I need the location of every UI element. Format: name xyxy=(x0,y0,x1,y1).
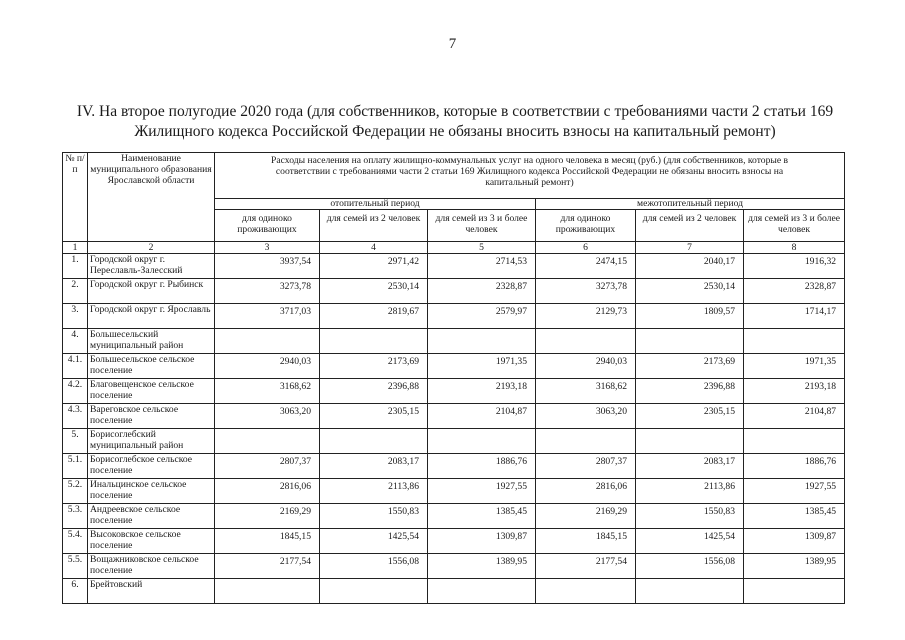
value-cell xyxy=(320,579,428,604)
municipality-name: Борисоглебский муниципальный район xyxy=(88,429,215,454)
row-number: 4.3. xyxy=(63,404,88,429)
municipality-name: Большесельский муниципальный район xyxy=(88,329,215,354)
value-cell: 2104,87 xyxy=(744,404,845,429)
value-cell: 2113,86 xyxy=(320,479,428,504)
value-cell: 3168,62 xyxy=(536,379,636,404)
value-cell: 1550,83 xyxy=(320,504,428,529)
value-cell: 1556,08 xyxy=(636,554,744,579)
value-cell: 2971,42 xyxy=(320,254,428,279)
value-cell: 1845,15 xyxy=(215,529,320,554)
value-cell: 2328,87 xyxy=(744,279,845,304)
value-cell: 2474,15 xyxy=(536,254,636,279)
row-number: 4.2. xyxy=(63,379,88,404)
value-cell xyxy=(536,579,636,604)
table-row xyxy=(63,254,845,279)
subheader-1: для одиноко проживающих xyxy=(215,210,320,242)
municipality-name: Вощажниковское сельское поселение xyxy=(88,554,215,579)
value-cell: 3063,20 xyxy=(536,404,636,429)
municipality-name: Высоковское сельское поселение xyxy=(88,529,215,554)
column-number-7: 7 xyxy=(636,242,744,254)
value-cell: 2305,15 xyxy=(320,404,428,429)
column-number-3: 3 xyxy=(215,242,320,254)
table-row xyxy=(63,429,845,454)
value-cell: 1845,15 xyxy=(536,529,636,554)
column-number-8: 8 xyxy=(744,242,845,254)
value-cell: 2807,37 xyxy=(215,454,320,479)
value-cell: 2177,54 xyxy=(215,554,320,579)
table-row xyxy=(63,504,845,529)
value-cell: 2173,69 xyxy=(320,354,428,379)
municipality-name: Городской округ г. Рыбинск xyxy=(88,279,215,304)
table-row xyxy=(63,554,845,579)
value-cell: 3937,54 xyxy=(215,254,320,279)
value-cell: 2173,69 xyxy=(636,354,744,379)
value-cell: 1556,08 xyxy=(320,554,428,579)
value-cell: 2193,18 xyxy=(428,379,536,404)
row-number: 5. xyxy=(63,429,88,454)
value-cell xyxy=(215,579,320,604)
value-cell xyxy=(636,329,744,354)
value-cell: 1714,17 xyxy=(744,304,845,329)
value-cell: 1389,95 xyxy=(428,554,536,579)
value-cell xyxy=(428,579,536,604)
value-cell: 1886,76 xyxy=(428,454,536,479)
value-cell: 1425,54 xyxy=(320,529,428,554)
column-number-4: 4 xyxy=(320,242,428,254)
value-cell: 2040,17 xyxy=(636,254,744,279)
value-cell xyxy=(636,579,744,604)
value-cell xyxy=(428,329,536,354)
column-number-6: 6 xyxy=(536,242,636,254)
row-number: 1. xyxy=(63,254,88,279)
value-cell: 1309,87 xyxy=(744,529,845,554)
value-cell: 3717,03 xyxy=(215,304,320,329)
value-cell: 2819,67 xyxy=(320,304,428,329)
value-cell xyxy=(744,429,845,454)
value-cell: 2129,73 xyxy=(536,304,636,329)
table-row xyxy=(63,479,845,504)
value-cell xyxy=(744,329,845,354)
subheader-3: для семей из 3 и более человек xyxy=(428,210,536,242)
municipality-name: Инальцинское сельское поселение xyxy=(88,479,215,504)
heading-line-1: IV. На второе полугодие 2020 года (для собственников, которые в соответствии с требованиями части 2 статьи 169 xyxy=(76,103,834,120)
value-cell xyxy=(536,429,636,454)
value-cell: 1385,45 xyxy=(428,504,536,529)
value-cell: 1309,87 xyxy=(428,529,536,554)
value-cell xyxy=(636,429,744,454)
value-cell: 2396,88 xyxy=(636,379,744,404)
table-row xyxy=(63,379,845,404)
value-cell: 2083,17 xyxy=(320,454,428,479)
value-cell: 3273,78 xyxy=(536,279,636,304)
municipality-name: Большесельское сельское поселение xyxy=(88,354,215,379)
value-cell: 2940,03 xyxy=(215,354,320,379)
column-number-2: 2 xyxy=(88,242,215,254)
value-cell: 1916,32 xyxy=(744,254,845,279)
table-row xyxy=(63,304,845,329)
value-cell xyxy=(536,329,636,354)
value-cell: 2193,18 xyxy=(744,379,845,404)
value-cell: 1550,83 xyxy=(636,504,744,529)
table-row xyxy=(63,329,845,354)
value-cell: 2169,29 xyxy=(536,504,636,529)
header-number: № п/п xyxy=(63,153,88,242)
value-cell: 2083,17 xyxy=(636,454,744,479)
page-number: 7 xyxy=(448,36,457,52)
header-municipality: Наименование муниципального образования Ярославской области xyxy=(88,153,215,242)
row-number: 5.2. xyxy=(63,479,88,504)
value-cell: 1425,54 xyxy=(636,529,744,554)
municipality-name: Андреевское сельское поселение xyxy=(88,504,215,529)
value-cell: 2530,14 xyxy=(320,279,428,304)
subheader-2: для семей из 2 человек xyxy=(320,210,428,242)
value-cell: 1389,95 xyxy=(744,554,845,579)
value-cell: 2396,88 xyxy=(320,379,428,404)
header-heating-period: отопительный период xyxy=(215,199,536,210)
row-number: 6. xyxy=(63,579,88,604)
table-row xyxy=(63,354,845,379)
value-cell xyxy=(428,429,536,454)
value-cell: 2104,87 xyxy=(428,404,536,429)
value-cell: 2579,97 xyxy=(428,304,536,329)
header-nonheating-period: межотопительный период xyxy=(536,199,845,210)
row-number: 4. xyxy=(63,329,88,354)
table-row xyxy=(63,404,845,429)
municipality-name: Брейтовский xyxy=(88,579,215,604)
value-cell: 2940,03 xyxy=(536,354,636,379)
value-cell xyxy=(320,429,428,454)
row-number: 3. xyxy=(63,304,88,329)
value-cell: 1927,55 xyxy=(744,479,845,504)
value-cell xyxy=(744,579,845,604)
row-number: 5.5. xyxy=(63,554,88,579)
value-cell xyxy=(215,329,320,354)
value-cell: 2816,06 xyxy=(536,479,636,504)
document-heading xyxy=(40,102,870,142)
municipality-name: Вареговское сельское поселение xyxy=(88,404,215,429)
row-number: 5.4. xyxy=(63,529,88,554)
value-cell: 2305,15 xyxy=(636,404,744,429)
column-number-1: 1 xyxy=(63,242,88,254)
table-row xyxy=(63,579,845,604)
value-cell: 2714,53 xyxy=(428,254,536,279)
value-cell xyxy=(215,429,320,454)
municipality-name: Городской округ г. Переславль-Залесский xyxy=(88,254,215,279)
value-cell: 2816,06 xyxy=(215,479,320,504)
heading-line-2: Жилищного кодекса Российской Федерации не обязаны вносить взносы на капитальный ремонт) xyxy=(134,123,776,140)
value-cell: 1385,45 xyxy=(744,504,845,529)
table-row xyxy=(63,454,845,479)
row-number: 4.1. xyxy=(63,354,88,379)
municipality-name: Борисоглебское сельское поселение xyxy=(88,454,215,479)
subheader-5: для семей из 2 человек xyxy=(636,210,744,242)
value-cell xyxy=(320,329,428,354)
expenses-table xyxy=(62,152,845,604)
value-cell: 2807,37 xyxy=(536,454,636,479)
value-cell: 3168,62 xyxy=(215,379,320,404)
subheader-4: для одиноко проживающих xyxy=(536,210,636,242)
value-cell: 1971,35 xyxy=(744,354,845,379)
value-cell: 1927,55 xyxy=(428,479,536,504)
value-cell: 2177,54 xyxy=(536,554,636,579)
row-number: 5.1. xyxy=(63,454,88,479)
header-expenses-group: Расходы населения на оплату жилищно-коммунальных услуг на одного человека в месяц (руб.) (для собственников, которые в соответствии с требованиями части 2 статьи 169 Жилищного кодекса Российской Федерации не обязаны вносить взносы на капитальный ремонт) xyxy=(215,153,845,199)
value-cell: 3273,78 xyxy=(215,279,320,304)
column-number-5: 5 xyxy=(428,242,536,254)
municipality-name: Благовещенское сельское поселение xyxy=(88,379,215,404)
value-cell: 2530,14 xyxy=(636,279,744,304)
value-cell: 1971,35 xyxy=(428,354,536,379)
value-cell: 2113,86 xyxy=(636,479,744,504)
subheader-6: для семей из 3 и более человек xyxy=(744,210,845,242)
value-cell: 2328,87 xyxy=(428,279,536,304)
table-row xyxy=(63,529,845,554)
row-number: 5.3. xyxy=(63,504,88,529)
row-number: 2. xyxy=(63,279,88,304)
value-cell: 1886,76 xyxy=(744,454,845,479)
value-cell: 1809,57 xyxy=(636,304,744,329)
value-cell: 3063,20 xyxy=(215,404,320,429)
value-cell: 2169,29 xyxy=(215,504,320,529)
municipality-name: Городской округ г. Ярославль xyxy=(88,304,215,329)
table-row xyxy=(63,279,845,304)
